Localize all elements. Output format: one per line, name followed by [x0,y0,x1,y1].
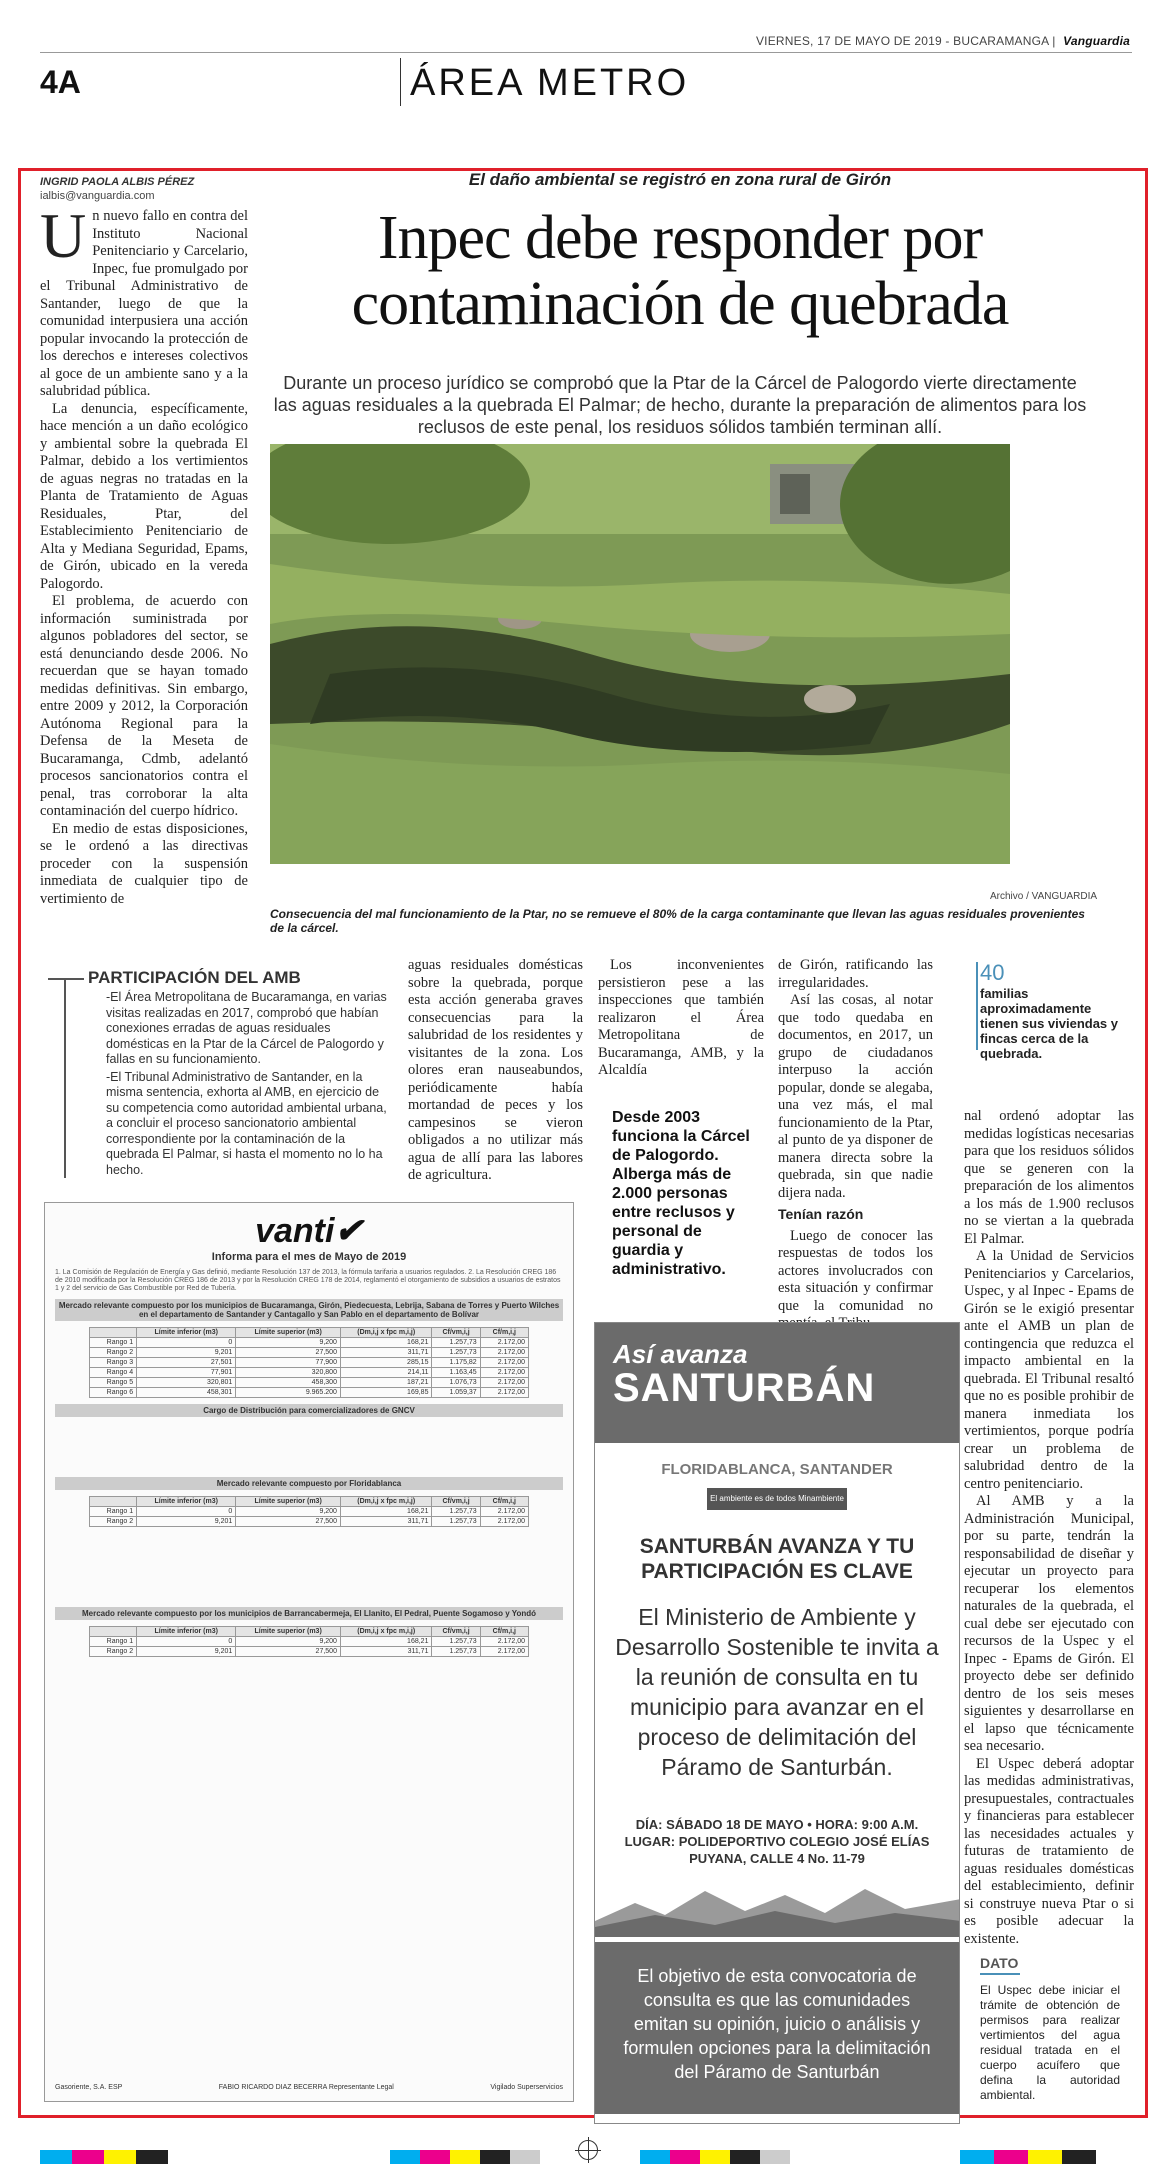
table-cell: 1.257,73 [432,1338,480,1348]
byline: INGRID PAOLA ALBIS PÉREZ [40,176,195,188]
page-header-dateline: VIERNES, 17 DE MAYO DE 2019 - BUCARAMANGA | Vanguardia [755,34,1130,48]
dato-box [980,1955,1120,2103]
table-cell: 2.172,00 [480,1388,528,1398]
vanti-rates-table-3 [89,1626,529,1657]
paragraph [40,200,248,401]
table-cell: 27,500 [236,1348,341,1358]
table-header-cell: Cf/vm,i,j [432,1328,480,1338]
table-row [90,1358,529,1368]
vanti-logo [45,1211,573,1251]
kicker: El daño ambiental se registró en zona rural de Girón [468,170,892,189]
table-cell: 0 [137,1507,236,1517]
stat-text: familias aproximadamente tienen sus viviendas y fincas cerca de la quebrada. [980,986,1119,1061]
table-cell: 285,15 [340,1358,432,1368]
table-cell: 27,500 [236,1517,341,1527]
table-cell: 168,21 [340,1637,432,1647]
santurban-objective: El objetivo de esta convocatoria de consulta es que las comunidades emitan su opinión, juicio o análisis y formulen opciones para la delimitación del Páramo de Santurbán [595,1942,959,2114]
print-color-bar [640,2150,790,2164]
table-cell: 2.172,00 [480,1517,528,1527]
photo-credit: Archivo / VANGUARDIA [990,891,1098,902]
table-row [90,1388,529,1398]
table-cell: 169,85 [340,1388,432,1398]
table-header-cell: Cf/m,i,j [480,1627,528,1637]
table-cell: 320,801 [137,1378,236,1388]
table-cell: 77,900 [236,1358,341,1368]
santurban-place: LUGAR: POLIDEPORTIVO COLEGIO JOSÉ ELÍAS PUYANA, CALLE 4 No. 11-79 [624,1834,930,1866]
table-header-cell: Límite inferior (m3) [137,1328,236,1338]
stat-accent-line [976,962,978,1050]
vanti-intro: 1. La Comisión de Regulación de Energía y Gas definió, mediante Resolución 137 de 2013, la fórmula tarifaria a usuarios regulados. 2. La Resolución CREG 186 de 2010 modificada por la Resolución CREG 186 de 2013 y por la Resolución CREG 178 de 2014, reglamentó el otorgamiento de subsidios a usuarios de estratos 1 y 2 del servicio de Gas Combustible por Red de Tubería. [55,1269,561,1292]
table-cell: 9,200 [236,1507,341,1517]
table-cell: 1.257,73 [432,1517,480,1527]
table-header-cell: Límite superior (m3) [236,1627,341,1637]
vanti-advertisement[interactable] [44,1202,574,2102]
table-header-cell: Cf/vm,i,j [432,1497,480,1507]
paragraph: Los inconvenientes persistieron pese a las inspecciones que también realizaron el Área Metropolitana de Bucaramanga, AMB, y la Alcaldía [598,957,764,1078]
table-header-cell: Cf/vm,i,j [432,1627,480,1637]
table-cell: 214,11 [340,1368,432,1378]
stat-number: 40 [980,960,1005,985]
table-cell: 27,500 [236,1647,341,1657]
table-cell: 9,200 [236,1637,341,1647]
santurban-banner [595,1323,959,1443]
headline-line-2: contaminación de quebrada [351,270,1009,338]
government-logo: El ambiente es de todos Minambiente [707,1488,847,1510]
vanti-signature: FABIO RICARDO DIAZ BECERRA Representante Legal [218,2084,394,2091]
sidebar-item: -El Tribunal Administrativo de Santander, en la misma sentencia, exhorta al AMB, en ejercicio de su competencia como autoridad ambiental urbana, a concluir el proceso sancionatorio ambiental correspondiente por la contaminación de la quebrada El Palmar, si hasta el momento no lo ha hecho. [106,1069,387,1177]
headline [230,205,1130,337]
table-cell: 9,201 [137,1348,236,1358]
table-cell: 2.172,00 [480,1348,528,1358]
paragraph: El Uspec deberá adoptar las medidas administrativas, presupuestales, contractuales y financieras para establecer las necesidades actuales y futuras de tratamiento de aguas residuales domésticas del establecimiento, definir si construye nueva Ptar o si es posible adecuar la existente. [964,1755,1134,1947]
table-header-cell: Límite inferior (m3) [137,1497,236,1507]
santurban-advertisement[interactable] [594,1322,960,2124]
sidebar-text [64,980,388,1178]
table-cell: 1.257,73 [432,1348,480,1358]
table-header-cell: Límite superior (m3) [236,1497,341,1507]
table-cell: 0 [137,1338,236,1348]
table-cell: 2.172,00 [480,1507,528,1517]
vanti-gncv: Cargo de Distribución para comercializadores de GNCV [55,1404,563,1417]
table-cell: Rango 2 [90,1647,137,1657]
table-cell: 168,21 [340,1507,432,1517]
paragraph: A la Unidad de Servicios Penitenciarios y Carcelarios, Uspec, y al Inpec - Epams de Girón se le exigió presentar ante el AMB un plan de contingencia que reduzca el impacto ambiental en la quebrada. El Tribunal resaltó que no es posible prohibir de manera inmediata los vertimientos, porque podría crear un problema de salubridad dentro de la centro penitenciario. [964,1248,1134,1492]
table-header-cell [90,1627,137,1637]
table-cell: 458,301 [137,1388,236,1398]
table-header-cell: Límite superior (m3) [236,1328,341,1338]
table-cell: 27,501 [137,1358,236,1368]
section-title: ÁREA METRO [410,62,690,104]
paragraph: El problema, de acuerdo con información suministrada por algunos pobladores del sector, se está denunciando desde 2006. No recuerdan que se hayan tomado medidas definitivas. Sin embargo, entre 2009 y 2012, la Corporación Autónoma Regional para la Defensa de la Meseta de Bucaramanga, Cdmb, adelantó procesos sancionatorios contra el penal, tras corroborar la alta contaminación del cuerpo hídrico. [40,593,248,819]
table-row [90,1338,529,1348]
table-cell: 1.175,82 [432,1358,480,1368]
table-header-cell [90,1497,137,1507]
vanti-vigilado: Vigilado Superservicios [490,2084,563,2091]
table-cell: 168,21 [340,1338,432,1348]
table-cell: 0 [137,1637,236,1647]
table-cell: Rango 6 [90,1388,137,1398]
paragraph: aguas residuales domésticas sobre la quebrada, porque esta acción generaba graves consecuencias para la salubridad de los residentes y visitantes de la zona. Los olores eran nauseabundos, periódicamente había mortandad de peces y los campesinos se vieron obligados a no utilizar más agua de allí para las labores de agricultura. [408,957,583,1183]
table-row [90,1348,529,1358]
table-body [90,1338,529,1398]
table-cell: 311,71 [340,1647,432,1657]
creek-photo-illustration [270,444,1010,864]
dateline: VIERNES, 17 DE MAYO DE 2019 - BUCARAMANGA [755,34,1049,48]
brand-logo: Vanguardia [1063,34,1130,48]
section-divider [400,58,401,106]
table-cell: 2.172,00 [480,1378,528,1388]
article-column-1 [40,200,248,908]
sidebar-amb [48,968,388,1180]
santurban-body: El Ministerio de Ambiente y Desarrollo Sostenible te invita a la reunión de consulta en tu municipio para avanzar en el proceso de delimitación del Páramo de Santurbán. [615,1604,939,1780]
vanti-market-2: Mercado relevante compuesto por Floridablanca [55,1477,563,1490]
dato-rule [980,1973,1020,1975]
sidebar-item: -El Área Metropolitana de Bucaramanga, en varias visitas realizadas en 2017, comprobó que habían conexiones erradas de aguas residuales domésticas en la Ptar de la Cárcel de Palogordo y fallas en su funcionamiento. [106,990,387,1066]
dato-title: DATO [980,1955,1019,1971]
table-cell: Rango 1 [90,1338,137,1348]
table-cell: 311,71 [340,1517,432,1527]
paragraph: En medio de estas disposiciones, se le ordenó a las directivas proceder con la suspensión inmediata de cualquier tipo de vertimiento de [40,820,248,907]
paragraph: Luego de conocer las respuestas de todos los actores involucrados con esta situación y confirmar que la comunidad no [778,1227,933,1314]
table-row [90,1647,529,1657]
table-cell: 458,300 [236,1378,341,1388]
table-cell: Rango 2 [90,1517,137,1527]
table-cell: 9.965.200 [236,1388,341,1398]
vanti-subtitle: Informa para el mes de Mayo de 2019 [211,1251,407,1263]
table-row [90,1637,529,1647]
article-column-3 [598,957,764,1080]
table-cell: Rango 2 [90,1348,137,1358]
article-column-2 [408,957,583,1185]
dropcap: U [40,200,87,271]
paragraph: Al AMB y a la Administración Municipal, por su parte, tendrán la responsabilidad de diseñar y ejecutar un proyecto para recuperar los elementos naturales de la quebrada, el cual debe ser ejecutado con recursos de la Uspec y el Inpec - Epams de Girón. El proyecto debe ser definido dentro de los seis meses siguientes y desarrollarse en el lapso que técnicamente sea necesario. [964,1493,1134,1754]
mountains-icon [595,1881,960,1937]
photo-caption: Consecuencia del mal funcionamiento de la Ptar, no se remueve el 80% de la carga contaminante que llevan las aguas residuales provenientes de la cárcel. [270,907,1085,935]
paragraph: Así las cosas, al notar que todo quedaba en documentos, en 2017, un grupo de ciudadanos interpuso la acción popular, donde se alegaba, una vez más, el mal funcionamiento de la Ptar, al punto de ya disponer de manera directa sobre la quebrada, sin que nadie dijera nada. [778,992,933,1201]
subhead: Tenían razón [778,1206,864,1222]
table-cell: 1.257,73 [432,1507,480,1517]
table-header-cell: Límite inferior (m3) [137,1627,236,1637]
registration-mark-icon [578,2140,598,2160]
print-color-bar [390,2150,540,2164]
table-cell: 1.059,37 [432,1388,480,1398]
santurban-title: SANTURBÁN [613,1366,876,1410]
table-header-cell: (Dm,i,j x fpc m,i,j) [340,1328,432,1338]
article-photo [270,444,1010,864]
table-header-cell [90,1328,137,1338]
table-header-cell: (Dm,i,j x fpc m,i,j) [340,1627,432,1637]
author-email[interactable]: ialbis@vanguardia.com [40,190,155,202]
table-row [90,1517,529,1527]
vanti-rates-table-2 [89,1496,529,1527]
checkmark-icon: ✔ [334,1212,363,1250]
santurban-schedule [595,1816,959,1867]
table-cell: 1.257,73 [432,1647,480,1657]
santurban-heading: SANTURBÁN AVANZA Y TU PARTICIPACIÓN ES CLAVE [639,1535,915,1583]
vanti-company: Gasoriente, S.A. ESP [55,2084,123,2091]
paragraph: nal ordenó adoptar las medidas logísticas necesarias para que los residuos sólidos que se generen con la preparación de los alimentos a los más de 1.900 reclusos no se viertan a la quebrada El Palmar. [964,1108,1134,1247]
santurban-location: FLORIDABLANCA, SANTANDER [661,1461,893,1478]
paragraph-text: n nuevo fallo en contra del Instituto Nacional Penitenciario y Carcelario, Inpec, fue promulgado por el Tribunal Administrativo de Santander, luego de que la comunidad interpusiera una acción popular invocando la protección de los derechos e intereses colectivos al goce de un ambiente sano y a la salubridad pública. [40,208,248,399]
paragraph: La denuncia, específicamente, hace mención a un daño ecológico y ambiental sobre la quebrada El Palmar, debido a los vertimientos de aguas negras no tratadas en la Planta de Tratamiento de Aguas Residuales, Ptar, del Establecimiento Penitenciario de Alta y Mediana Seguridad, Epams, de Girón, ubicado en la vereda Palogordo. [40,400,248,592]
table-cell: 9,201 [137,1517,236,1527]
page-number: 4A [40,64,81,100]
table-header-cell: Cf/m,i,j [480,1497,528,1507]
table-cell: 2.172,00 [480,1637,528,1647]
table-cell: Rango 4 [90,1368,137,1378]
table-row [90,1378,529,1388]
table-header-cell: (Dm,i,j x fpc m,i,j) [340,1497,432,1507]
table-cell: 320,800 [236,1368,341,1378]
table-cell: 2.172,00 [480,1647,528,1657]
table-cell: 311,71 [340,1348,432,1358]
table-body-3 [90,1637,529,1657]
vanti-market-1: Mercado relevante compuesto por los municipios de Bucaramanga, Girón, Piedecuesta, Lebrija, Sabana de Torres y Puerto Wilches en el departamento de Santander y Cantagallo y San Pablo en el departamento de Bolívar [55,1299,563,1321]
table-cell: 2.172,00 [480,1368,528,1378]
table-cell: 9,201 [137,1647,236,1657]
vanti-market-3: Mercado relevante compuesto por los municipios de Barrancabermeja, El Llanito, El Pedral, Puente Sogamoso y Yondó [55,1607,563,1620]
header-rule [40,52,1132,53]
table-cell: 2.172,00 [480,1358,528,1368]
table-cell: Rango 1 [90,1507,137,1517]
article-column-4 [778,957,933,1333]
headline-line-1: Inpec debe responder por [377,204,983,272]
vanti-logo-text: vanti [255,1212,335,1250]
vanti-rates-table [89,1327,529,1398]
table-row [90,1507,529,1517]
dato-text: El Uspec debe iniciar el trámite de obtención de permisos para realizar vertimientos del agua residual tratada en el cuerpo acuífero que defina la autoridad ambiental. [980,1983,1120,2102]
table-row [90,1368,529,1378]
table-header-row-3 [90,1627,529,1637]
table-cell: 2.172,00 [480,1338,528,1348]
factbox: Desde 2003 funciona la Cárcel de Palogordo. Alberga más de 2.000 personas entre reclusos y personal de guardia y administrativo. [612,1109,750,1278]
sidebar-title: PARTICIPACIÓN DEL AMB [88,968,301,987]
table-header-row-2 [90,1497,529,1507]
table-header-row [90,1328,529,1338]
table-cell: 1.257,73 [432,1637,480,1647]
table-body-2 [90,1507,529,1527]
santurban-tagline: Así avanza [613,1339,748,1369]
table-cell: 187,21 [340,1378,432,1388]
table-cell: 77,901 [137,1368,236,1378]
table-header-cell: Cf/m,i,j [480,1328,528,1338]
vanti-footer [55,2084,563,2091]
santurban-date: DÍA: SÁBADO 18 DE MAYO • HORA: 9:00 A.M. [635,1817,919,1832]
table-cell: Rango 3 [90,1358,137,1368]
print-color-bar [40,2150,200,2164]
article-column-5 [964,1108,1134,1948]
deck: Durante un proceso jurídico se comprobó que la Ptar de la Cárcel de Palogordo vierte directamente las aguas residuales a la quebrada El Palmar; de hecho, durante la preparación de alimentos para los reclusos de este penal, los residuos sólidos también terminan allí. [273,373,1087,437]
table-cell: 9,200 [236,1338,341,1348]
stat-box [980,960,1125,1061]
table-cell: 1.163,45 [432,1368,480,1378]
table-cell: 1.076,73 [432,1378,480,1388]
table-cell: Rango 1 [90,1637,137,1647]
table-cell: Rango 5 [90,1378,137,1388]
print-color-bar [960,2150,1130,2164]
paragraph: de Girón, ratificando las irregularidades. [778,957,933,991]
